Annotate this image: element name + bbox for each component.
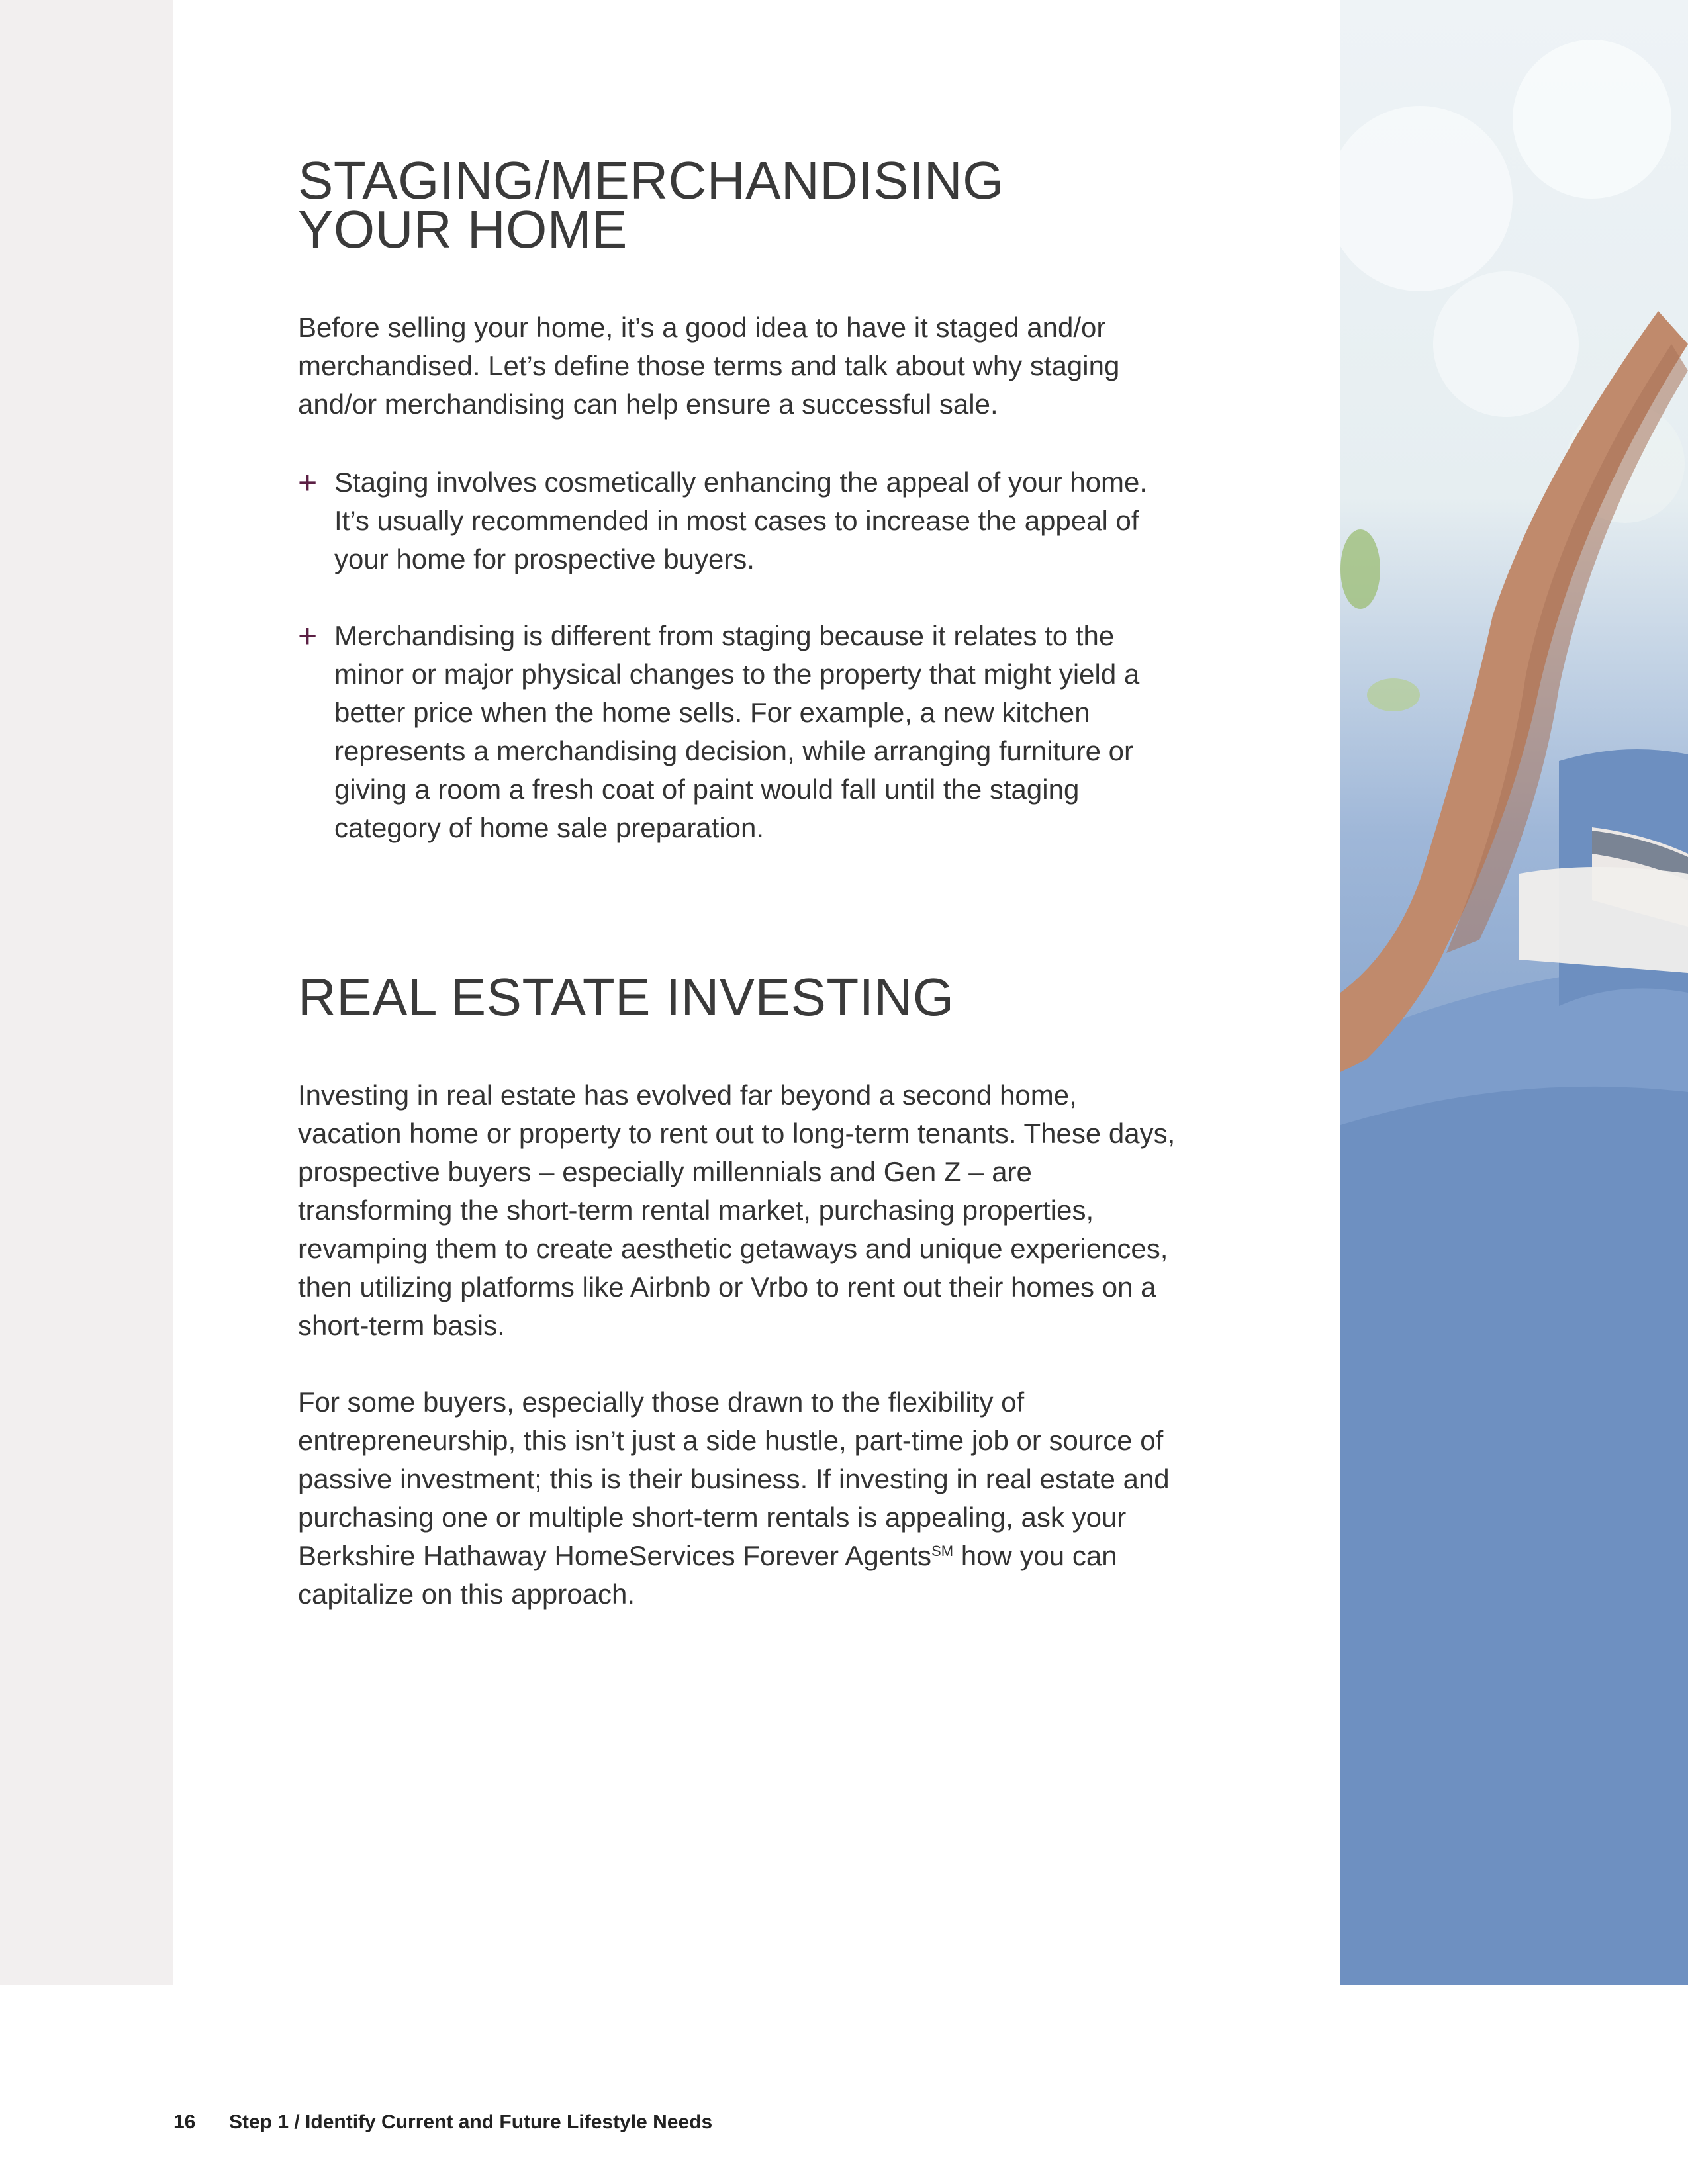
section-title-line: STAGING/MERCHANDISING <box>298 151 1004 210</box>
photo-illustration <box>1340 0 1688 1985</box>
list-item <box>298 617 1178 847</box>
list-item <box>298 463 1178 578</box>
investing-paragraph-1: Investing in real estate has evolved far beyond a second home, vacation home or property to rent out to long-term tenants. These days, prospective buyers – especially millennials and Gen Z – are transforming the short-term rental market, purchasing properties, revamping them to create aesthetic getaways and unique experiences, then utilizing platforms like Airbnb or Vrbo to rent out their homes on a short-term basis. <box>298 1079 1176 1341</box>
page-number: 16 <box>173 2111 196 2133</box>
bullet-text: Staging involves cosmetically enhancing the appeal of your home. It’s usually recommended in most cases to increase the appeal of your home for prospective buyers. <box>334 467 1148 574</box>
section-title-investing: REAL ESTATE INVESTING <box>298 968 955 1026</box>
lifestyle-photo <box>1340 0 1688 1985</box>
staging-intro-paragraph: Before selling your home, it’s a good idea to have it staged and/or merchandised. Let’s define those terms and talk about why staging and/or merchandising can help ensure a successful sale. <box>298 312 1120 420</box>
paragraph-text: For some buyers, especially those drawn to the flexibility of entrepreneurship, this isn’t just a side hustle, part-time job or source of passive investment; this is their business. If investing in real estate and purchasing one or multiple short-term rentals is appealing, ask your Berkshire Hathaway HomeServices Forever Agents <box>298 1387 1170 1571</box>
plus-icon: + <box>298 617 318 655</box>
running-title: Step 1 / Identify Current and Future Lifestyle Needs <box>229 2111 713 2133</box>
paragraph-text: how you can capitalize on this approach. <box>298 1540 1117 1610</box>
bullet-text: Merchandising is different from staging because it relates to the minor or major physical changes to the property that might yield a better price when the home sells. For example, a new kitchen represents a merchandising decision, while arranging furniture or giving a room a fresh coat of paint would fall until the staging category of home sale preparation. <box>334 620 1140 843</box>
section-title-staging <box>298 151 1178 259</box>
left-decorative-band <box>0 0 173 1985</box>
plus-icon: + <box>298 464 318 501</box>
main-content <box>298 151 1178 1614</box>
section-title-line: YOUR HOME <box>298 200 628 259</box>
service-mark: SM <box>931 1543 954 1559</box>
investing-paragraph-2 <box>298 1383 1178 1614</box>
staging-bullet-list <box>298 463 1178 847</box>
page-footer <box>173 2111 712 2134</box>
